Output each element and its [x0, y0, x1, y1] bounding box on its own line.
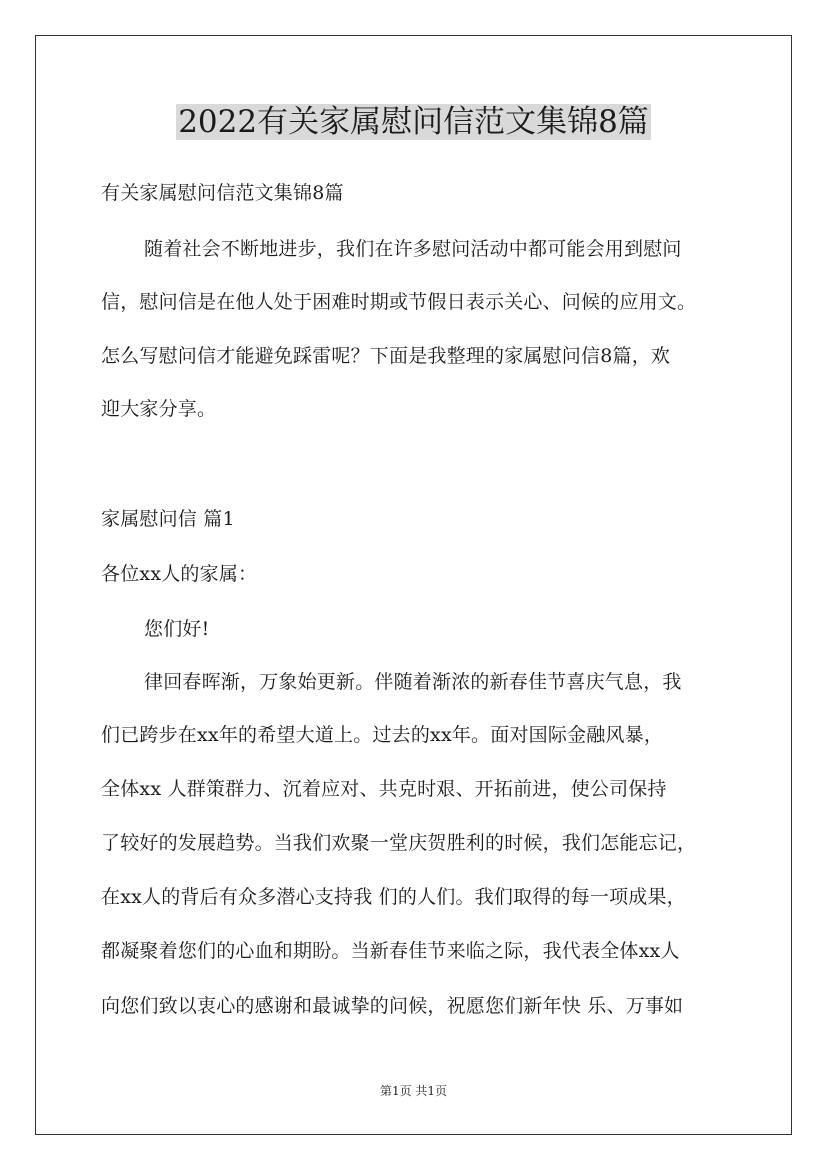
- document-subtitle: 有关家属慰问信范文集锦8篇: [101, 182, 344, 204]
- body-line-3: 全体xx 人群策群力、沉着应对、共克时艰、开拓前进，使公司保持: [101, 778, 667, 800]
- body-line-2: 们已跨步在xx年的希望大道上。过去的xx年。面对国际金融风暴，: [101, 724, 664, 746]
- greeting: 您们好!: [144, 618, 210, 640]
- document-title-text: 2022有关家属慰问信范文集锦8篇: [178, 104, 649, 140]
- body-line-6: 都凝聚着您们的心血和期盼。当新春佳节来临之际，我代表全体xx人: [101, 940, 680, 962]
- body-line-7: 向您们致以衷心的感谢和最诚挚的问候，祝愿您们新年快 乐、万事如: [101, 995, 684, 1017]
- body-line-5: 在xx人的背后有众多潜心支持我 们的人们。我们取得的每一项成果，: [101, 886, 686, 908]
- intro-line-3: 怎么写慰问信才能避免踩雷呢？下面是我整理的家属慰问信8篇，欢: [101, 345, 671, 367]
- intro-line-1: 随着社会不断地进步，我们在许多慰问活动中都可能会用到慰问: [144, 238, 682, 260]
- body-line-4: 了较好的发展趋势。当我们欢聚一堂庆贺胜利的时候，我们怎能忘记，: [101, 832, 697, 854]
- intro-line-4: 迎大家分享。: [101, 398, 217, 420]
- section-heading: 家属慰问信 篇1: [101, 508, 235, 530]
- salutation: 各位xx人的家属：: [101, 563, 258, 585]
- page-number-footer: 第1页 共1页: [379, 1084, 448, 1098]
- intro-line-2: 信，慰问信是在他人处于困难时期或节假日表示关心、问候的应用文。: [101, 291, 697, 313]
- document-title: [0, 100, 827, 144]
- body-line-1: 律回春晖渐，万象始更新。伴随着渐浓的新春佳节喜庆气息，我: [144, 671, 682, 693]
